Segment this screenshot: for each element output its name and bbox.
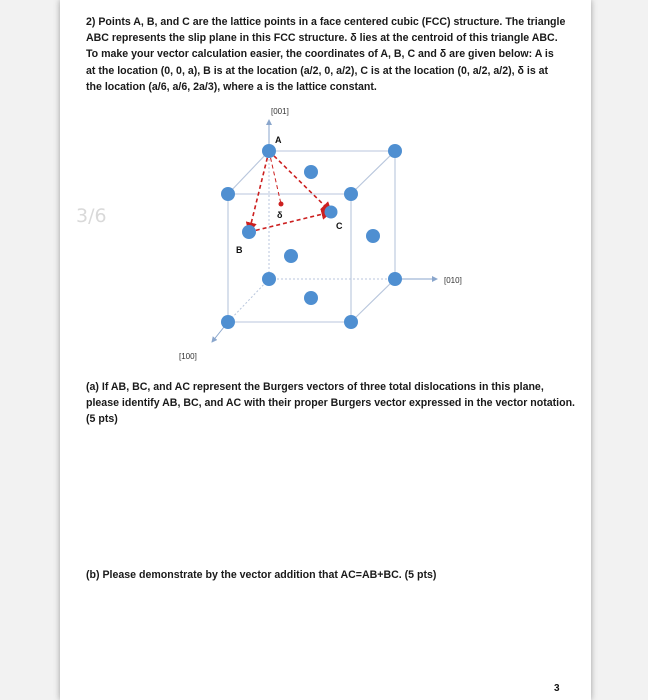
vector-ac <box>269 151 331 212</box>
question-text: 2) Points A, B, and C are the lattice points in a face centered cubic (FCC) structure. The triangle ABC represents the slip plane in this FCC structure. δ lies at the centroid of this triangle ABC. To make your vector calculation easier, the coordinates of A, B, C and δ are given below: A is at the location (0, 0, a), B is at the location (a/2, 0, a/2), C is at the location (0, a/2, a/2), δ is at the location (a/6, a/6, 2a/3), where a is the lattice constant. <box>86 16 566 93</box>
part-b-question: (b) Please demonstrate by the vector addition that AC=AB+BC. (5 pts) <box>86 569 437 581</box>
atom-corner <box>221 187 235 201</box>
centroid-point <box>279 202 284 207</box>
axis-z-label: [001] <box>271 107 289 116</box>
part-a-question: (a) If AB, BC, and AC represent the Burgers vectors of three total dislocations in this plane, please identify AB, BC, and AC with their proper Burgers vector expressed in the vector notation. (5 pts) <box>86 381 575 426</box>
slip-plane-triangle <box>249 151 331 232</box>
atom-corner <box>262 272 276 286</box>
atom-face-center <box>242 225 256 239</box>
atom-corner <box>344 187 358 201</box>
atom-corner <box>388 144 402 158</box>
page-indicator: 3/6 <box>76 205 107 227</box>
atom-face-center <box>304 291 318 305</box>
centroid-label: δ <box>277 210 283 220</box>
point-b-label: B <box>236 245 243 255</box>
page-number: 3 <box>554 683 560 694</box>
lattice-atoms <box>221 144 402 329</box>
atom-corner <box>344 315 358 329</box>
atom-face-center <box>366 229 380 243</box>
point-a-label: A <box>275 135 282 145</box>
point-c-label: C <box>336 221 343 231</box>
atom-face-center <box>325 206 338 219</box>
vector-ab <box>249 151 269 232</box>
atom-corner <box>221 315 235 329</box>
axis-y-label: [010] <box>444 276 462 285</box>
vector-bc <box>249 212 331 232</box>
atom-corner <box>388 272 402 286</box>
atom-face-center <box>284 249 298 263</box>
median-line <box>269 151 281 204</box>
atom-face-center <box>304 165 318 179</box>
axis-x-label: [100] <box>179 352 197 361</box>
atom-corner <box>262 144 276 158</box>
